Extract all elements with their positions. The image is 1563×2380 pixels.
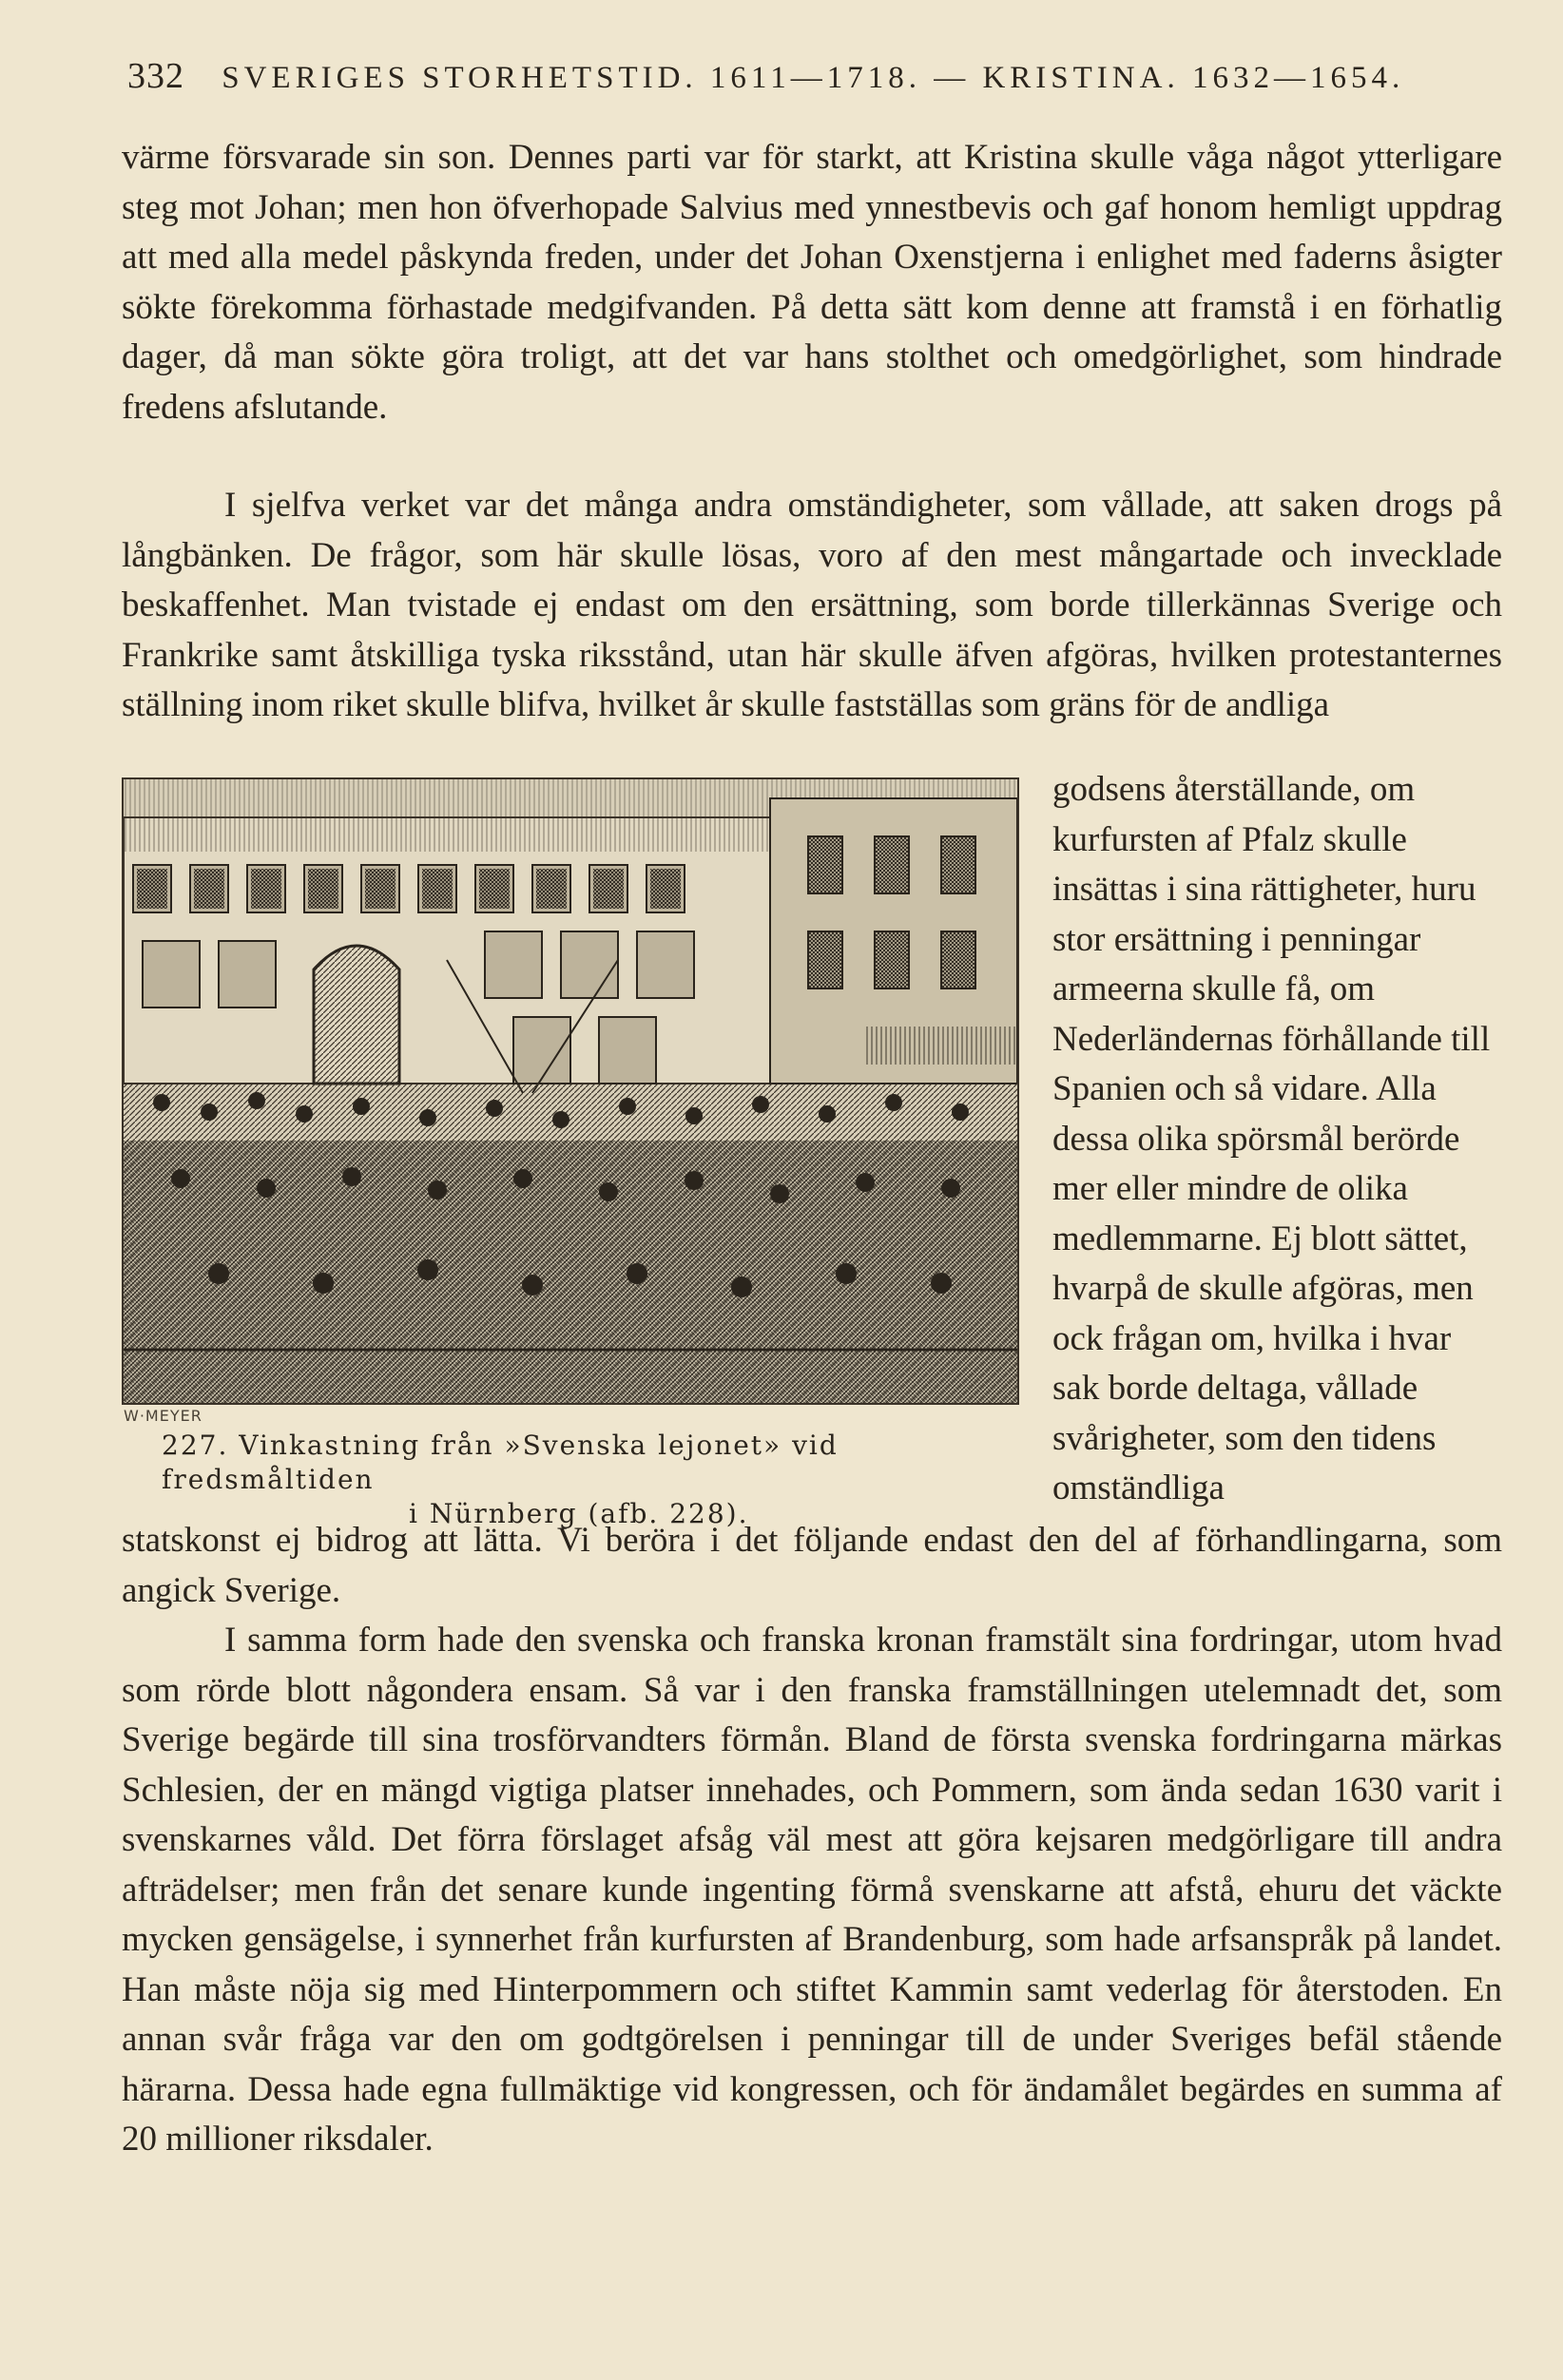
running-title: SVERIGES STORHETSTID. 1611—1718. — KRISTINA. 1632—1654.: [222, 61, 1405, 95]
side-column-text: godsens återställande, om kurfursten af Pfalz skulle insättas i sina rättigheter, huru stor ersättning i penningar armeerna skulle få, om Nederländernas förhållande till Spanien och så vidare. Alla dessa olika spörsmål berörde mer eller mindre de olika medlemmarne. Ej blott sättet, hvarpå de skulle afgöras, men ock frågan om, hvilka i hvar sak borde deltaga, vållade svårigheter, som den tidens omständliga: [1052, 770, 1491, 1507]
paragraph-4: [122, 1616, 1502, 2165]
paragraph-4-text: I samma form hade den svenska och franska kronan framstält sina fordringar, utom hvad som rörde blott någondera ensam. Så var i den franska framställningen utelemnadt det, som Sverige begärde till sina trosförvandters förmån. Bland de första svenska fordringarna märkas Schlesien, der en mängd vigtiga platser innehades, och Pommern, som ända sedan 1630 varit i svenskarnes våld. Det förra förslaget afsåg väl mest att göra kejsaren medgörligare till andra afträdelser; men från det senare kunde ingenting förmå svenskarne att afstå, ehuru det väckte mycken gensägelse, i synnerhet från kurfursten af Brandenburg, som hade arfsanspråk på landet. Han måste nöja sig med Hinterpommern och stiftet Kammin samt vederlag för återstoden. En annan svår fråga var den om godtgörelsen i penningar till de under Sveriges befäl stående härarna. Dessa hade egna fullmäktige vid kongressen, och för ändamålet begärdes en summa af 20 millioner riksdaler.: [122, 1621, 1502, 2159]
paragraph-2-text: I sjelfva verket var det många andra omständigheter, som vållade, att saken drogs på långbänken. De frågor, som här skulle lösas, voro af den mest mångartade och invecklade beskaffenhet. Man tvistade ej endast om den ersättning, som borde tillerkännas Sverige och Frankrike samt åtskilliga tyska riksstånd, utan här skulle äfven afgöras, hvilken protestanternes ställning inom riket skulle blifva, hvilket år skulle fastställas som gräns för de andliga: [122, 486, 1502, 724]
paragraph-1: [122, 133, 1502, 432]
engraver-signature: W·MEYER: [124, 1407, 203, 1425]
page-number: 332: [127, 56, 184, 96]
caption-line-1: 227. Vinkastning från »Svenska lejonet» vid fredsmåltiden: [162, 1430, 839, 1495]
engraving-image: [124, 779, 1017, 1403]
paragraph-3: [122, 1516, 1502, 1616]
engraving-illustration: [122, 777, 1019, 1405]
caption-line-2: i Nürnberg (afb. 228).: [409, 1498, 749, 1529]
paragraph-1-text: värme försvarade sin son. Dennes parti var för starkt, att Kristina skulle våga något ytterligare steg mot Johan; men hon öfverhopade Salvius med ynnestbevis och gaf honom hemligt uppdrag att med alla medel påskynda freden, under det Johan Oxenstjerna i enlighet med faderns åsigter sökte förekomma förhastade medgifvanden. På detta sätt kom denne att framstå i en förhatlig dager, då man sökte göra troligt, att det var hans stolthet och omedgörlighet, som hindrade fredens afslutande.: [122, 138, 1502, 427]
side-column-paragraph: [1052, 765, 1502, 1514]
paragraph-3-text: statskonst ej bidrog att lätta. Vi beröra i det följande endast den del af förhandlingarna, som angick Sverige.: [122, 1521, 1502, 1610]
running-header: [127, 55, 1502, 97]
paragraph-2: [122, 481, 1502, 731]
